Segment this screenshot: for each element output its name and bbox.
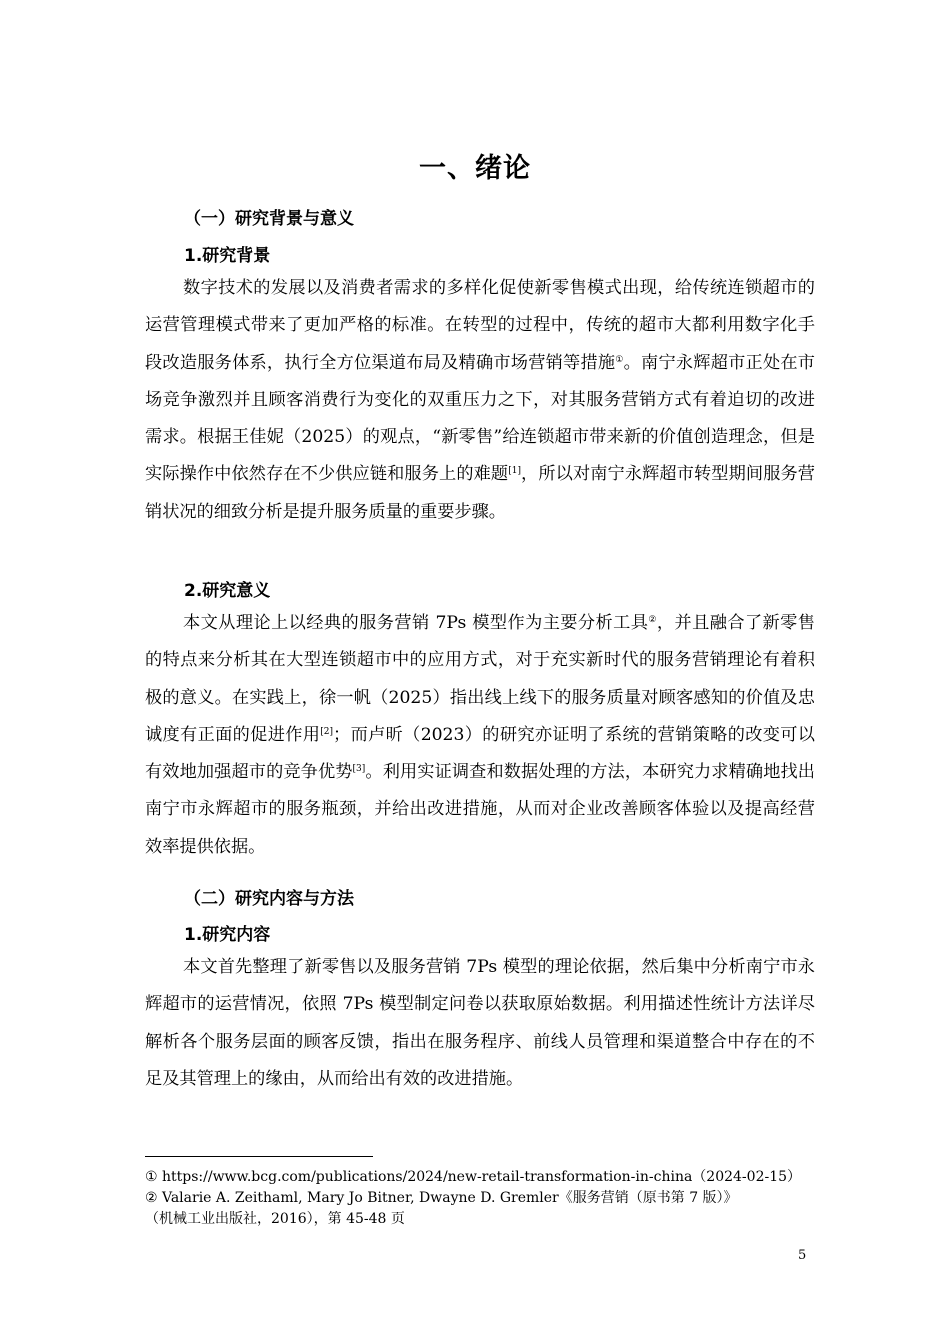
paragraph-text: 。南宁永辉超市正处在市场竞争激烈并且顾客消费行为变化的双重压力之下，对其服务营销方式有着迫切的改进需求。根据王佳妮（2025）的观点，“新零售”给连锁超市带来新的价值创造理念，但是实际操作中依然存在不少供应链和服务上的难题: [145, 352, 815, 485]
paragraph-text: 本文首先整理了新零售以及服务营销 7Ps 模型的理论依据，然后集中分析南宁市永辉超市的运营情况，依照 7Ps 模型制定问卷以获取原始数据。利用描述性统计方法详尽解析各个服务层面的顾客反馈，指出在服务程序、前线人员管理和渠道整合中存在的不足及其管理上的缘由，从而给出有效的改进措施。: [145, 957, 815, 1089]
citation-mark: [3]: [352, 764, 366, 775]
footnote-divider: [145, 1156, 373, 1157]
citation-mark: [2]: [320, 726, 334, 737]
paragraph-text: 。利用实证调查和数据处理的方法，本研究力求精确地找出南宁市永辉超市的服务瓶颈，并给出改进措施，从而对企业改善顾客体验以及提高经营效率提供依据。: [145, 762, 815, 857]
section-heading-background: （一）研究背景与意义: [184, 209, 354, 229]
subheading-research-content: 1.研究内容: [184, 925, 271, 945]
paragraph-text: ，所以对南宁永辉超市转型期间服务营销状况的细致分析是提升服务质量的重要步骤。: [145, 464, 815, 522]
footnote-1: ① https://www.bcg.com/publications/2024/new-retail-transformation-in-china（2024-02-15）: [145, 1169, 802, 1185]
paragraph-text: 数字技术的发展以及消费者需求的多样化促使新零售模式出现，给传统连锁超市的运营管理模式带来了更加严格的标准。在转型的过程中，传统的超市大都利用数字化手段改造服务体系，执行全方位渠道布局及精确市场营销等措施: [145, 278, 815, 373]
paragraph-research-significance: [145, 605, 815, 866]
citation-mark: ①: [615, 354, 624, 365]
citation-mark: ②: [648, 615, 657, 625]
footnote-2-continued: （机械工业出版社，2016），第 45-48 页: [145, 1211, 405, 1227]
subheading-research-background: 1.研究背景: [184, 246, 271, 266]
citation-mark: [1]: [508, 466, 521, 477]
section-heading-content-methods: （二）研究内容与方法: [184, 889, 354, 909]
paragraph-text: ，并且融合了新零售的特点来分析其在大型连锁超市中的应用方式，对于充实新时代的服务营销理论有着积极的意义。在实践上，徐一帆（2025）指出线上线下的服务质量对顾客感知的价值及忠诚度有正面的促进作用: [145, 613, 815, 745]
paragraph-text: ；而卢昕（2023）的研究亦证明了系统的营销策略的改变可以有效地加强超市的竞争优势: [145, 724, 815, 783]
paragraph-research-content: [145, 949, 815, 1098]
paragraph-research-background: [145, 270, 815, 531]
page-number: 5: [798, 1248, 807, 1263]
footnote-2: ② Valarie A. Zeithaml, Mary Jo Bitner, Dwayne D. Gremler《服务营销（原书第 7 版）》: [145, 1190, 738, 1206]
footnotes: [145, 1167, 825, 1230]
paragraph-text: 本文从理论上以经典的服务营销 7Ps 模型作为主要分析工具: [183, 613, 649, 633]
subheading-research-significance: 2.研究意义: [184, 581, 271, 601]
chapter-title: 一、绪论: [419, 153, 531, 184]
